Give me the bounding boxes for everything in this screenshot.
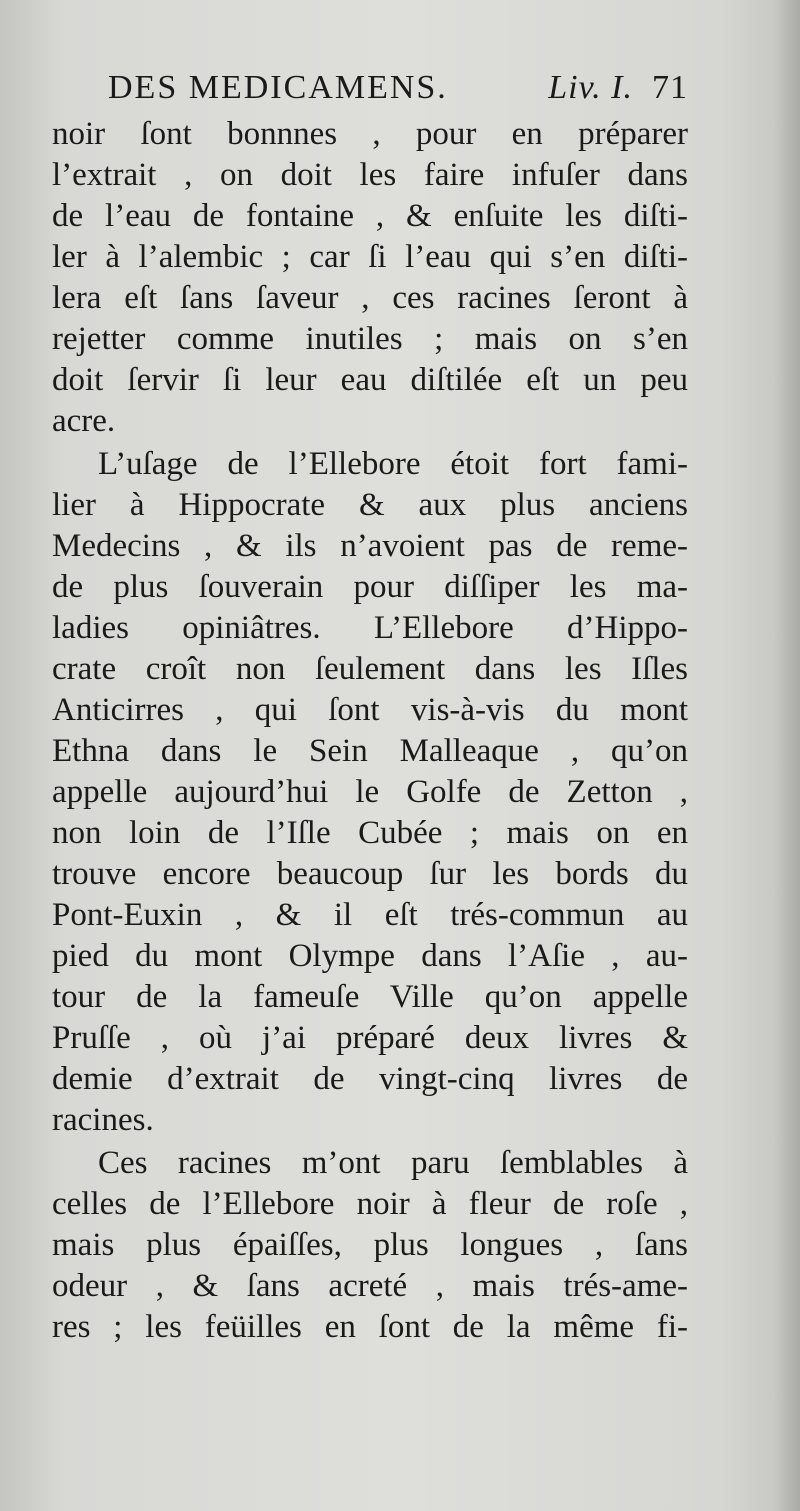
text-line: Anticirres , qui ſont vis-à-vis du mont [52, 692, 688, 728]
text-line: Pruſſe , où j’ai préparé deux livres & [52, 1020, 688, 1056]
text-line: lera eſt ſans ſaveur , ces racines ſeront à [52, 280, 688, 316]
text-line: de l’eau de fontaine , & enſuite les diſti- [52, 198, 688, 234]
text-line: acre. [52, 403, 116, 439]
paragraph-1 [52, 114, 688, 442]
text-line: celles de l’Ellebore noir à fleur de roſe , [52, 1186, 688, 1222]
text-line: tour de la fameuſe Ville qu’on appelle [52, 979, 688, 1015]
text-line: de plus ſouverain pour diſſiper les ma- [52, 569, 688, 605]
running-head-book: Liv. I. [548, 69, 633, 106]
text-block [52, 62, 688, 1348]
text-line: pied du mont Olympe dans l’Aſie , au- [52, 938, 688, 974]
page-number: 71 [652, 69, 688, 106]
text-line: crate croît non ſeulement dans les Iſles [52, 651, 688, 687]
text-line: Medecins , & ils n’avoient pas de reme- [52, 528, 688, 564]
text-line: Pont-Euxin , & il eſt trés-commun au [52, 897, 688, 933]
text-line: l’extrait , on doit les faire infuſer dans [52, 157, 688, 193]
text-line: appelle aujourd’hui le Golfe de Zetton , [52, 774, 688, 810]
text-line: L’uſage de l’Ellebore étoit fort fami- [98, 446, 688, 482]
text-line: lier à Hippocrate & aux plus anciens [52, 487, 688, 523]
text-line: ladies opiniâtres. L’Ellebore d’Hippo- [52, 610, 688, 646]
text-line: ler à l’alembic ; car ſi l’eau qui s’en diſti- [52, 239, 688, 275]
text-line: non loin de l’Iſle Cubée ; mais on en [52, 815, 688, 851]
running-head-right [548, 62, 688, 114]
text-line: demie d’extrait de vingt-cinq livres de [52, 1061, 688, 1097]
text-line: noir ſont bonnnes , pour en préparer [52, 116, 688, 152]
running-head [52, 62, 688, 114]
text-line: Ces racines m’ont paru ſemblables à [98, 1145, 688, 1181]
text-line: odeur , & ſans acreté , mais trés-ame- [52, 1268, 688, 1304]
text-line: mais plus épaiſſes, plus longues , ſans [52, 1227, 688, 1263]
text-line: doit ſervir ſi leur eau diſtilée eſt un peu [52, 362, 688, 398]
text-line: Ethna dans le Sein Malleaque , qu’on [52, 733, 688, 769]
page-edge-shadow [774, 0, 800, 1511]
text-line: rejetter comme inutiles ; mais on s’en [52, 321, 688, 357]
text-line: racines. [52, 1102, 154, 1138]
text-line: trouve encore beaucoup ſur les bords du [52, 856, 688, 892]
running-head-title: DES MEDICAMENS. [108, 69, 448, 106]
paragraph-2 [52, 444, 688, 1141]
paragraph-3 [52, 1143, 688, 1348]
text-line: res ; les feüilles en ſont de la même fi- [52, 1309, 688, 1345]
